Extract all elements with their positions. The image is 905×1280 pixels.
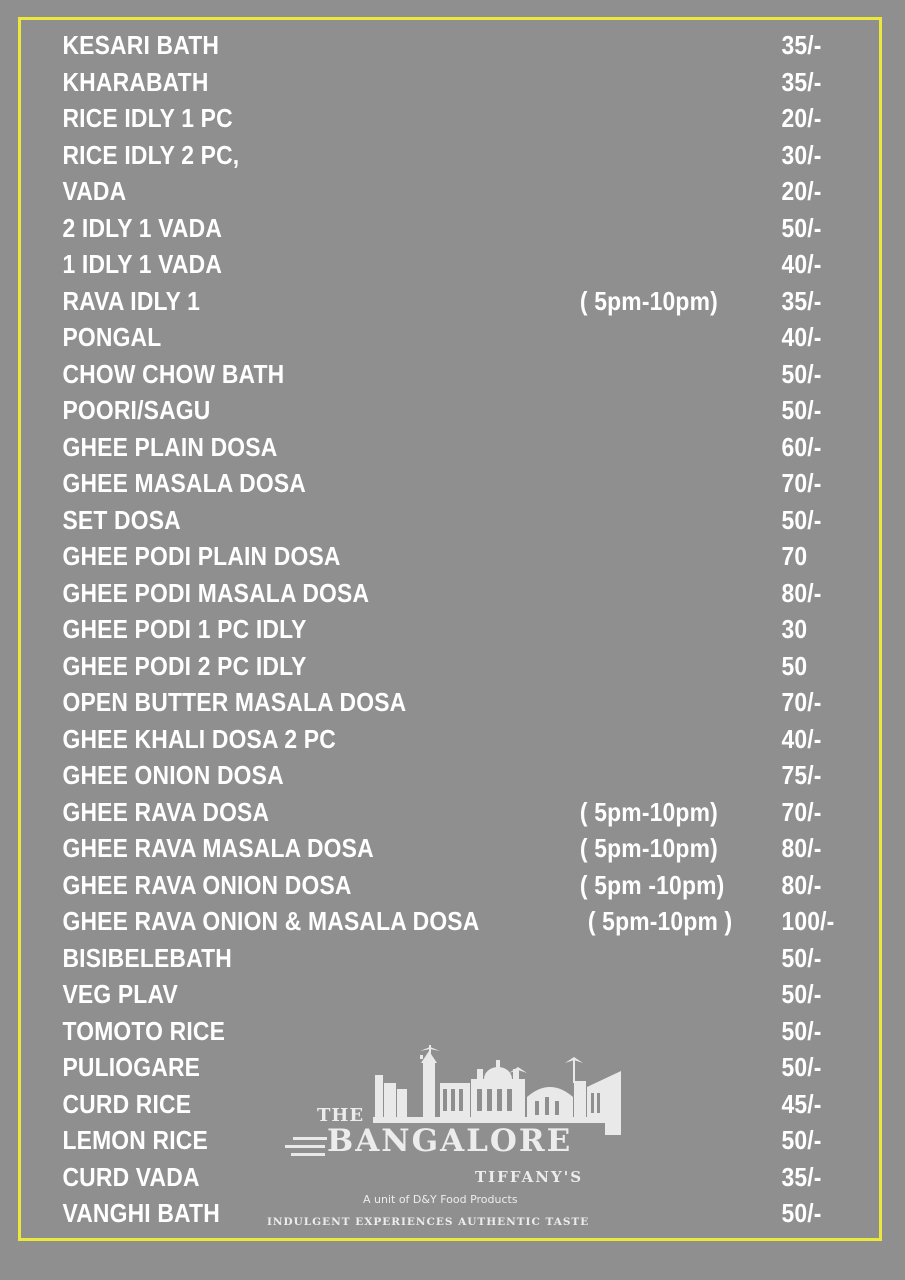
menu-item-price: 50/- bbox=[781, 1125, 822, 1155]
menu-item bbox=[0, 358, 822, 395]
menu-item bbox=[0, 687, 822, 723]
logo-the-text: THE bbox=[317, 1105, 365, 1126]
menu-item bbox=[0, 285, 822, 322]
bangalore-tiffanys-logo bbox=[265, 1045, 660, 1235]
menu-item-time-note: ( 5pm-10pm) bbox=[579, 285, 718, 316]
menu-item-name: RICE IDLY 1 PC bbox=[62, 103, 233, 133]
menu-item-price: 50/- bbox=[781, 358, 822, 389]
menu-item bbox=[0, 249, 822, 285]
logo-unit-text: A unit of D&Y Food Products bbox=[363, 1193, 518, 1206]
menu-item-name: GHEE MASALA DOSA bbox=[62, 468, 306, 498]
menu-item-price: 30/- bbox=[781, 139, 822, 170]
menu-item bbox=[0, 139, 822, 176]
menu-item-name: KESARI BATH bbox=[62, 30, 220, 60]
menu-item-name: VADA bbox=[62, 176, 127, 206]
menu-item-price: 50/- bbox=[781, 1015, 822, 1046]
menu-item-price: 70/- bbox=[781, 468, 822, 498]
menu-item bbox=[0, 322, 822, 358]
menu-item-name: BISIBELEBATH bbox=[62, 942, 232, 973]
menu-item-name: GHEE RAVA ONION DOSA bbox=[62, 869, 352, 900]
menu-item-price: 40/- bbox=[781, 723, 822, 754]
menu-item-name: CURD RICE bbox=[62, 1088, 192, 1119]
menu-item bbox=[0, 979, 822, 1015]
menu-item-price: 70 bbox=[781, 541, 808, 571]
menu-item bbox=[0, 541, 808, 577]
menu-item-name: CURD VADA bbox=[62, 1161, 200, 1192]
menu-item-price: 80/- bbox=[781, 869, 822, 900]
menu-item-name: PONGAL bbox=[62, 322, 162, 352]
menu-item-price: 50/- bbox=[781, 212, 822, 243]
menu-item-name: GHEE RAVA MASALA DOSA bbox=[62, 833, 374, 863]
menu-item-price: 35/- bbox=[781, 30, 822, 60]
menu-item-price: 100/- bbox=[781, 906, 835, 936]
menu-item-price: 30 bbox=[781, 614, 808, 644]
menu-item-name: GHEE PODI MASALA DOSA bbox=[62, 577, 370, 608]
menu-item-price: 35/- bbox=[781, 1161, 822, 1192]
menu-item-price: 35/- bbox=[781, 285, 822, 316]
menu-item bbox=[0, 468, 822, 504]
menu-item-name: 1 IDLY 1 VADA bbox=[62, 249, 223, 279]
menu-item-name: GHEE PODI PLAIN DOSA bbox=[62, 541, 341, 571]
menu-item-name: GHEE RAVA ONION & MASALA DOSA bbox=[62, 906, 480, 936]
logo-tagline: INDULGENT EXPERIENCES AUTHENTIC TASTE bbox=[267, 1216, 590, 1228]
menu-item bbox=[0, 577, 822, 614]
menu-item-price: 80/- bbox=[781, 577, 822, 608]
menu-item-name: GHEE RAVA DOSA bbox=[62, 796, 270, 827]
menu-item-name: SET DOSA bbox=[62, 504, 181, 535]
menu-item-name: 2 IDLY 1 VADA bbox=[62, 212, 223, 243]
menu-item-name: LEMON RICE bbox=[62, 1125, 208, 1155]
menu-item-price: 70/- bbox=[781, 796, 822, 827]
menu-item bbox=[0, 723, 822, 760]
menu-item-name: GHEE PODI 2 PC IDLY bbox=[62, 650, 307, 681]
menu-item-price: 50/- bbox=[781, 979, 822, 1009]
menu-item-price: 45/- bbox=[781, 1088, 822, 1119]
menu-item bbox=[0, 942, 822, 979]
menu-item-price: 20/- bbox=[781, 103, 822, 133]
menu-item-price: 50/- bbox=[781, 395, 822, 425]
menu-item-name: RAVA IDLY 1 bbox=[62, 285, 201, 316]
menu-item-price: 60/- bbox=[781, 431, 822, 462]
menu-item bbox=[0, 212, 822, 249]
menu-item-name: VEG PLAV bbox=[62, 979, 178, 1009]
menu-item-time-note: ( 5pm-10pm ) bbox=[587, 906, 733, 936]
menu-item-name: GHEE ONION DOSA bbox=[62, 760, 284, 790]
logo-tiffanys-text: TIFFANY'S bbox=[475, 1168, 584, 1186]
menu-item-price: 50/- bbox=[781, 1052, 822, 1082]
menu-item-name: CHOW CHOW BATH bbox=[62, 358, 285, 389]
menu-item bbox=[0, 650, 808, 687]
menu-item-name: VANGHI BATH bbox=[62, 1198, 220, 1228]
menu-item-name: GHEE PODI 1 PC IDLY bbox=[62, 614, 307, 644]
menu-item-name: OPEN BUTTER MASALA DOSA bbox=[62, 687, 407, 717]
menu-item bbox=[0, 395, 822, 431]
menu-item bbox=[0, 504, 822, 541]
menu-item bbox=[0, 66, 822, 103]
logo-bangalore-text: BANGALORE bbox=[327, 1123, 573, 1159]
menu-item-price: 50 bbox=[781, 650, 808, 681]
menu-item-price: 40/- bbox=[781, 322, 822, 352]
menu-item bbox=[0, 614, 808, 650]
menu-item bbox=[0, 833, 822, 869]
menu-item-price: 50/- bbox=[781, 942, 822, 973]
menu-item-time-note: ( 5pm -10pm) bbox=[579, 869, 725, 900]
menu-item-time-note: ( 5pm-10pm) bbox=[579, 796, 718, 827]
menu-item-name: GHEE KHALI DOSA 2 PC bbox=[62, 723, 336, 754]
menu-item-price: 40/- bbox=[781, 249, 822, 279]
menu-item bbox=[0, 431, 822, 468]
menu-item-price: 70/- bbox=[781, 687, 822, 717]
menu-item-price: 35/- bbox=[781, 66, 822, 97]
menu-item-price: 20/- bbox=[781, 176, 822, 206]
menu-item-price: 50/- bbox=[781, 1198, 822, 1228]
menu-item-price: 80/- bbox=[781, 833, 822, 863]
menu-item bbox=[0, 906, 835, 942]
menu-item-name: TOMOTO RICE bbox=[62, 1015, 226, 1046]
menu-item bbox=[0, 176, 822, 212]
menu-item bbox=[0, 760, 822, 796]
menu-item bbox=[0, 30, 822, 66]
menu-item-price: 50/- bbox=[781, 504, 822, 535]
menu-item bbox=[0, 796, 822, 833]
menu-item-name: RICE IDLY 2 PC, bbox=[62, 139, 240, 170]
menu-item-name: KHARABATH bbox=[62, 66, 209, 97]
menu-item-time-note: ( 5pm-10pm) bbox=[579, 833, 718, 863]
menu-item-name: POORI/SAGU bbox=[62, 395, 211, 425]
menu-item-name: GHEE PLAIN DOSA bbox=[62, 431, 278, 462]
menu-item-price: 75/- bbox=[781, 760, 822, 790]
menu-item-name: PULIOGARE bbox=[62, 1052, 201, 1082]
menu-item bbox=[0, 869, 822, 906]
menu-item bbox=[0, 103, 822, 139]
